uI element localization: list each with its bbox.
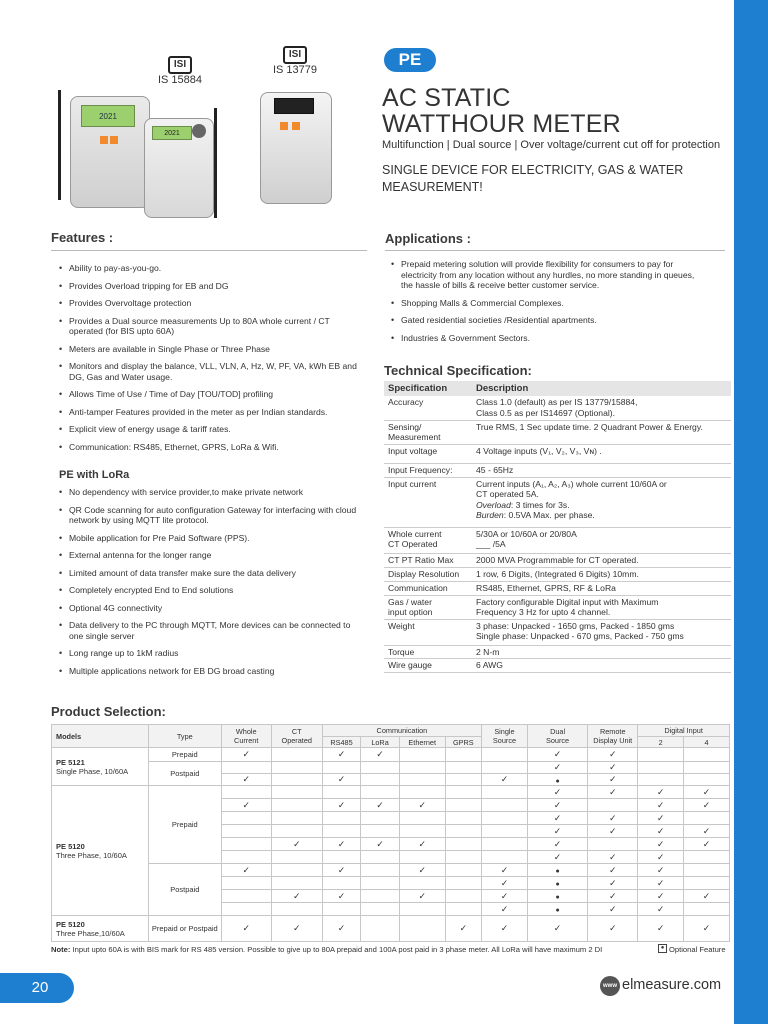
check-icon: ✓ [608,903,617,914]
check-icon: ✓ [656,890,665,901]
type-cell: Postpaid [148,762,221,786]
list-item: • Ability to pay-as-you-go. [59,263,364,274]
tech-spec-heading: Technical Specification: [384,363,532,378]
spec-row [384,527,731,553]
spec-row [384,420,731,444]
isi-cert-1 [155,56,205,86]
check-icon: ✓ [242,749,250,759]
col-rs485: RS485 [322,737,361,748]
spec-name: Communication [384,581,472,595]
type-cell: Prepaid [148,748,221,762]
model-name: PE 5120 [56,919,85,929]
spec-row [384,444,731,463]
check-icon: ✓ [418,799,426,810]
table-row [52,864,730,877]
check-icon: ✓ [553,749,562,759]
check-icon: ✓ [337,774,346,784]
check-icon: ✓ [553,838,562,849]
check-icon: ✓ [702,890,711,901]
check-icon: ✓ [500,877,509,888]
optional-dot-icon: ● [555,868,560,875]
check-icon: ✓ [500,923,509,933]
spec-desc: 45 - 65Hz [472,463,731,477]
check-icon: ✓ [553,786,562,797]
check-icon: ✓ [608,762,617,772]
list-item: • Optional 4G connectivity [59,603,364,614]
check-icon: ✓ [608,786,617,797]
check-icon: ✓ [702,799,711,810]
table-row [52,748,730,762]
spec-name: CT PT Ratio Max [384,553,472,567]
brand-url[interactable]: elmeasure.com [622,977,722,993]
check-icon: ✓ [608,864,617,875]
spec-row [384,396,731,420]
check-icon: ✓ [608,812,617,823]
col-gprs: GPRS [445,737,481,748]
optional-dot-icon: ● [555,907,560,914]
list-item: • QR Code scanning for auto configuration Gateway for interfacing with cloud network by using MQTT lite protocol. [59,505,364,526]
col-models: Models [52,725,149,748]
model-cell [52,916,149,942]
col-dual-source: Dual Source [527,725,587,748]
page-number: 20 [0,973,74,1003]
spec-desc: Class 1.0 (default) as per IS 13779/15884, Class 0.5 as per IS14697 (Optional). [472,396,731,420]
check-icon: ✓ [608,774,617,784]
spec-row [384,463,731,477]
note-text: Input upto 60A is with BIS mark for RS 485 version. Possible to give up to 80A prepaid and 100A post paid in 3 phase meter. All LoRa will have maximum 2 DI [70,945,603,954]
check-icon: ✓ [242,864,250,875]
check-icon: ✓ [242,774,250,784]
features-list [59,263,364,459]
check-icon: ✓ [376,838,384,849]
spec-row [384,659,731,673]
pe-badge: PE [384,48,436,72]
spec-desc: 6 AWG [472,659,731,673]
model-cell [52,748,149,786]
check-icon: ✓ [656,923,665,933]
tagline: SINGLE DEVICE FOR ELECTRICITY, GAS & WATER MEASUREMENT! [382,163,684,194]
meter-display: 2021 [81,105,135,127]
model-desc: Three Phase,10/60A [56,928,125,938]
type-cell: Postpaid [148,864,221,916]
spec-name: Input voltage [384,444,472,463]
list-item: • Mobile application for Pre Paid Software (PPS). [59,533,364,544]
check-icon: ✓ [337,799,346,810]
title-line-1: AC STATIC [382,84,511,112]
product-selection-table [51,724,730,942]
spec-row [384,595,731,619]
check-icon: ✓ [656,812,665,823]
cert-is15884: IS 15884 [157,74,203,86]
footnote [51,945,741,954]
list-item: • Provides Overload tripping for EB and DG [59,281,364,292]
check-icon: ✓ [553,923,562,933]
check-icon: ✓ [418,890,426,901]
applications-heading: Applications : [385,231,471,246]
list-item: • Multiple applications network for EB DG broad casting [59,666,364,677]
check-icon: ✓ [459,923,468,933]
check-icon: ✓ [500,890,509,901]
list-item: • Communication: RS485, Ethernet, GPRS, LoRa & Wifi. [59,442,364,453]
col-di-2: 2 [638,737,684,748]
spec-row [384,619,731,645]
list-item: • Provides Overvoltage protection [59,298,364,309]
optional-dot-icon: ● [555,894,560,901]
check-icon: ✓ [553,825,562,836]
cert-is13779: IS 13779 [272,64,318,76]
list-item: • Explicit view of energy usage & tariff rates. [59,424,364,435]
col-type: Type [148,725,221,748]
list-item: • Long range up to 1kM radius [59,648,364,659]
list-item: • Limited amount of data transfer make sure the data delivery [59,568,364,579]
product-selection-heading: Product Selection: [51,704,166,719]
spec-desc: RS485, Ethernet, GPRS, RF & LoRa [472,581,731,595]
check-icon: ✓ [337,923,346,933]
check-icon: ✓ [656,799,665,810]
check-icon: ✓ [656,877,665,888]
check-icon: ✓ [608,825,617,836]
model-name: PE 5121 [56,757,85,767]
check-icon: ✓ [702,786,711,797]
list-item: • Anti-tamper Features provided in the meter as per Indian standards. [59,407,364,418]
list-item: • Meters are available in Single Phase or Three Phase [59,344,364,355]
check-icon: ✓ [553,812,562,823]
col-ethernet: Ethernet [399,737,445,748]
isi-cert-2 [270,46,320,76]
spec-desc: 2000 MVA Programmable for CT operated. [472,553,731,567]
spec-name: Gas / water input option [384,595,472,619]
check-icon: ✓ [656,825,665,836]
check-icon: ✓ [553,762,562,772]
model-desc: Three Phase, 10/60A [56,850,127,860]
check-icon: ✓ [376,799,384,810]
list-item: • Monitors and display the balance, VLL, VLN, A, Hz, W, PF, VA, kWh EB and DG, Gas and Water usage. [59,361,364,382]
spec-name: Torque [384,645,472,659]
spec-desc: 4 Voltage inputs (V₁, V₂, V₃, Vɴ) . [472,444,731,463]
spec-col-header: Specification [384,381,472,396]
type-cell: Prepaid or Postpaid [148,916,221,942]
list-item: • Industries & Government Sectors. [391,333,696,344]
check-icon: ✓ [608,923,617,933]
list-item: • Shopping Malls & Commercial Complexes. [391,298,696,309]
col-communication: Communication [322,725,481,737]
check-icon: ✓ [656,903,665,914]
check-icon: ✓ [337,749,346,759]
check-icon: ✓ [337,838,346,849]
col-digital-input: Digital Input [638,725,730,737]
spec-row [384,553,731,567]
list-item: • Prepaid metering solution will provide flexibility for consumers to pay for electricity from any location without any hurdles, no more standing in queues, the hassle of bills & receive better customer service. [391,259,696,291]
optional-dot-icon: ● [658,944,667,953]
check-icon: ✓ [608,851,617,862]
subtitle: Multifunction | Dual source | Over voltage/current cut off for protection [382,139,721,151]
spec-desc: 5/30A or 10/60A or 20/80A ___ /5A [472,527,731,553]
desc-col-header: Description [472,381,731,396]
check-icon: ✓ [702,838,711,849]
model-cell [52,786,149,916]
spec-row [384,645,731,659]
list-item: • Completely encrypted End to End solutions [59,585,364,596]
spec-desc: True RMS, 1 Sec update time. 2 Quadrant Power & Energy. [472,420,731,444]
check-icon: ✓ [608,890,617,901]
check-icon: ✓ [337,864,346,875]
table-row [52,786,730,799]
spec-name: Accuracy [384,396,472,420]
isi-logo-icon: ISI [283,46,307,64]
spec-name: Wire gauge [384,659,472,673]
lora-heading: PE with LoRa [59,469,130,481]
spec-name: Whole current CT Operated [384,527,472,553]
type-cell: Prepaid [148,786,221,864]
spec-desc: Current inputs (A₁, A₂, A₃) whole current 10/60A or CT operated 5A. Overload: 3 times for 3s. Burden: 0.5VA Max. per phase. [472,477,731,527]
lora-list [59,487,364,683]
spec-desc: 1 row, 6 Digits, (Integrated 6 Digits) 10mm. [472,567,731,581]
check-icon: ✓ [500,774,509,784]
title-line-2: WATTHOUR METER [382,110,621,138]
tech-spec-table [384,381,731,673]
check-icon: ✓ [656,786,665,797]
spec-name: Weight [384,619,472,645]
check-icon: ✓ [656,851,665,862]
spec-row [384,477,731,527]
table-row [52,916,730,942]
check-icon: ✓ [292,890,301,901]
list-item: • Allows Time of Use / Time of Day [TOU/TOD] profiling [59,389,364,400]
globe-icon: www [600,976,620,996]
isi-logo-icon: ISI [168,56,192,74]
applications-list [391,259,696,350]
check-icon: ✓ [418,838,426,849]
spec-name: Input current [384,477,472,527]
list-item: • Gated residential societies /Residential apartments. [391,315,696,326]
check-icon: ✓ [500,864,509,875]
check-icon: ✓ [418,864,426,875]
spec-row [384,581,731,595]
spec-name: Display Resolution [384,567,472,581]
applications-rule [385,250,725,251]
meter-display-2: 2021 [152,126,192,140]
check-icon: ✓ [656,838,665,849]
model-desc: Single Phase, 10/60A [56,766,129,776]
legend-optional: Optional Feature [669,945,726,954]
page-title [382,85,621,137]
check-icon: ✓ [608,877,617,888]
product-image [52,78,342,228]
check-icon: ✓ [656,864,665,875]
list-item: • No dependency with service provider,to make private network [59,487,364,498]
model-name: PE 5120 [56,841,85,851]
spec-desc: 3 phase: Unpacked - 1650 gms, Packed - 1850 gms Single phase: Unpacked - 670 gms, Packed - 750 gms [472,619,731,645]
table-row [52,762,730,774]
col-ct-operated: CT Operated [271,725,322,748]
spec-desc: 2 N-m [472,645,731,659]
list-item: • Provides a Dual source measurements Up to 80A whole current / CT operated (for BIS upto 60A) [59,316,364,337]
check-icon: ✓ [702,923,711,933]
check-icon: ✓ [376,749,384,759]
spec-desc: Factory configurable Digital input with Maximum Frequency 3 Hz for upto 4 channel. [472,595,731,619]
check-icon: ✓ [337,890,346,901]
check-icon: ✓ [553,799,562,810]
spec-name: Sensing/ Measurement [384,420,472,444]
col-whole-current: Whole Current [221,725,271,748]
check-icon: ✓ [702,825,711,836]
spec-name: Input Frequency: [384,463,472,477]
list-item: • Data delivery to the PC through MQTT, More devices can be connected to one single server [59,620,364,641]
optional-dot-icon: ● [555,777,560,785]
features-heading: Features : [51,230,114,245]
col-lora: LoRa [361,737,400,748]
col-di-4: 4 [684,737,730,748]
check-icon: ✓ [242,923,250,933]
list-item: • External antenna for the longer range [59,550,364,561]
col-remote-display: Remote Display Unit [588,725,638,748]
side-accent-bar [734,0,768,1024]
spec-row [384,567,731,581]
optional-dot-icon: ● [555,881,560,888]
check-icon: ✓ [553,851,562,862]
note-label: Note: [51,945,71,954]
check-icon: ✓ [608,749,617,759]
features-rule [51,250,367,251]
check-icon: ✓ [292,923,301,933]
check-icon: ✓ [500,903,509,914]
check-icon: ✓ [292,838,301,849]
check-icon: ✓ [242,799,250,810]
col-single-source: Single Source [482,725,528,748]
